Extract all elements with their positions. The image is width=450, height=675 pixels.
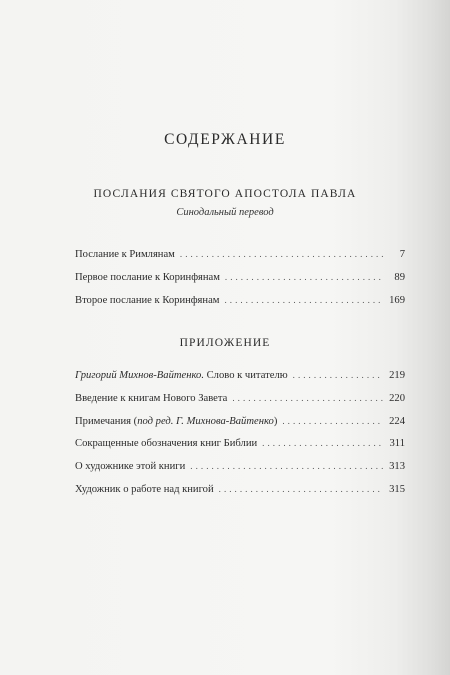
dot-leader [227,393,383,403]
dot-leader [220,272,383,282]
toc-entry-page: 169 [389,294,405,306]
toc-list-epistles [75,249,405,317]
page-title: СОДЕРЖАНИЕ [164,131,286,148]
toc-entry-title: Первое послание к Коринфянам [75,271,220,283]
toc-entry[interactable] [75,272,405,295]
dot-leader [257,438,383,448]
toc-entry-title: О художнике этой книги [75,461,186,473]
toc-entry[interactable] [75,295,405,318]
toc-entry-title-text: Слово к читателю [203,370,288,381]
toc-entry[interactable] [75,370,405,393]
toc-entry-title [75,370,288,381]
dot-leader [185,461,383,471]
toc-entry-title [75,416,277,427]
section-title-appendix: ПРИЛОЖЕНИЕ [179,337,271,349]
toc-entry[interactable] [75,416,405,439]
toc-entry-title: Послание к Римлянам [75,249,175,260]
dot-leader [214,484,383,494]
section-title-epistles: ПОСЛАНИЯ СВЯТОГО АПОСТОЛА ПАВЛА [93,188,357,200]
toc-entry-title: Второе послание к Коринфянам [75,294,220,306]
toc-entry-page: 89 [394,271,405,283]
toc-entry-title: Сокращенные обозначения книг Библии [75,438,258,450]
dot-leader [277,416,383,426]
section-subtitle-translation: Синодальный перевод [176,207,274,218]
toc-entry-page: 7 [399,249,405,260]
toc-entry-page: 220 [389,392,405,404]
toc-entry[interactable] [75,484,405,507]
toc-entry-page: 219 [389,370,405,381]
toc-list-appendix [75,370,405,507]
toc-entry[interactable] [75,438,405,461]
toc-entry[interactable] [75,393,405,416]
toc-entry-page: 224 [389,415,405,427]
toc-entry-title-text: Примечания ( [75,415,138,427]
toc-entry-title: Введение к книгам Нового Завета [75,392,228,404]
toc-entry-page: 315 [389,483,405,495]
toc-entry[interactable] [75,461,405,484]
toc-entry-page: 311 [389,438,405,450]
dot-leader [175,249,383,259]
toc-entry[interactable] [75,249,405,272]
toc-entry-author: Григорий Михнов-Вайтенко. [75,370,204,381]
toc-entry-title-end: ) [273,415,278,427]
dot-leader [288,370,383,380]
toc-entry-page: 313 [389,461,405,473]
toc-entry-title: Художник о работе над книгой [75,483,214,495]
toc-entry-note: под ред. Г. Михнова-Вайтенко [137,415,274,427]
dot-leader [219,295,383,305]
